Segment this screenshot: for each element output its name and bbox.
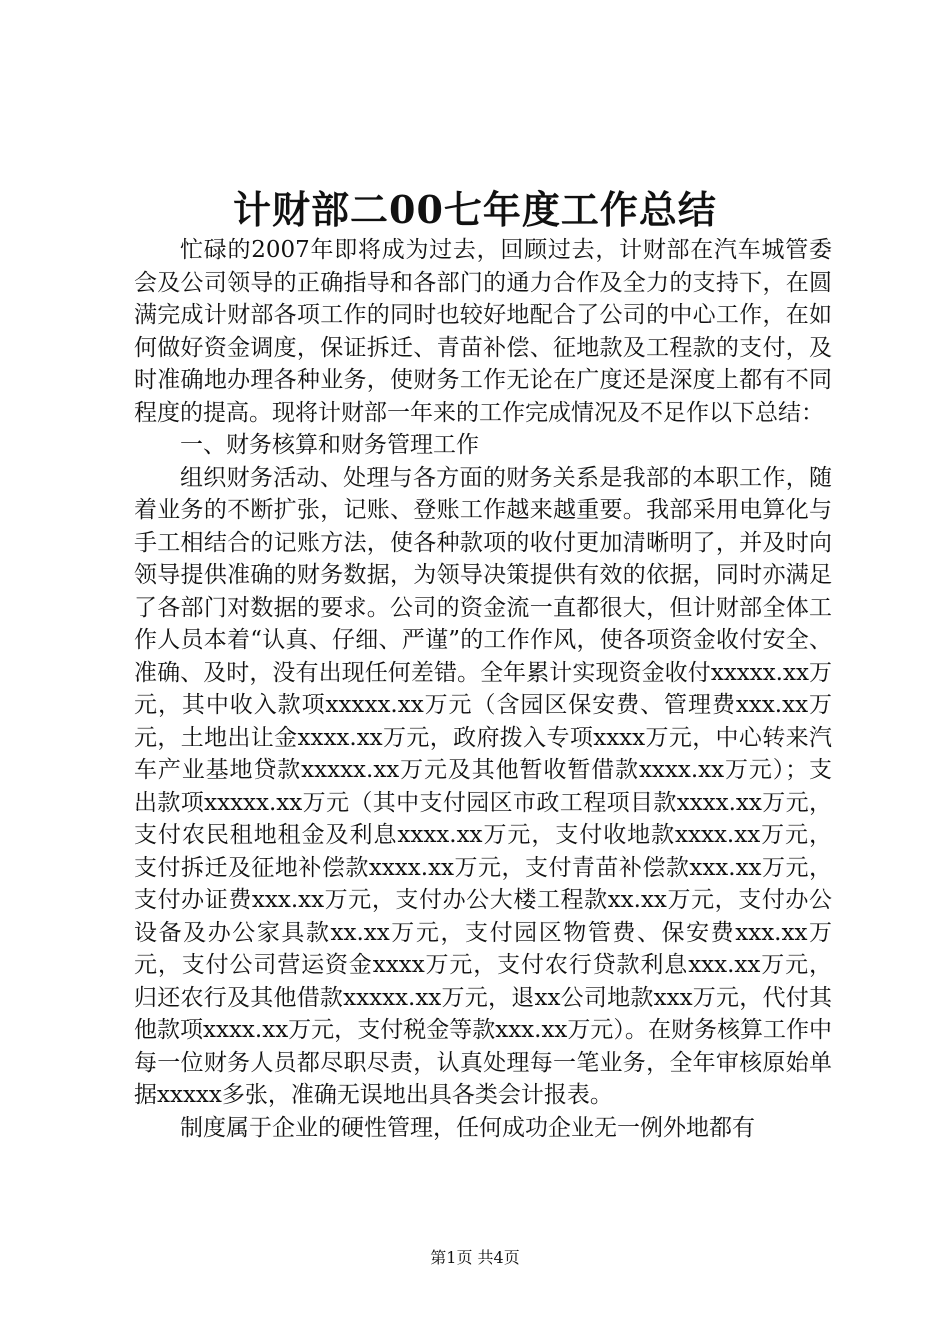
document-title: 计财部二00七年度工作总结	[233, 187, 717, 232]
document-body	[134, 234, 832, 1144]
page-footer: 第1页 共4页	[430, 1248, 520, 1267]
section-heading-finance: 一、财务核算和财务管理工作	[180, 432, 479, 458]
paragraph-system-management: 制度属于企业的硬性管理，任何成功企业无一例外地都有	[180, 1114, 755, 1141]
paragraph-intro: 忙碌的2007年即将成为过去，回顾过去，计财部在汽车城管委会及公司领导的正确指导和各部门的通力合作及全力的支持下，在圆满完成计财部各项工作的同时也较好地配合了公司的中心工作，在如何做好资金调度，保证拆迁、青苗补偿、征地款及工程款的支付，及时准确地办理各种业务，使财务工作无论在广度还是深度上都有不同程度的提高。现将计财部一年来的工作完成情况及不足作以下总结：	[134, 237, 832, 426]
paragraph-finance-work: 组织财务活动、处理与各方面的财务关系是我部的本职工作，随着业务的不断扩张，记账、登账工作越来越重要。我部采用电算化与手工相结合的记账方法，使各种款项的收付更加清晰明了，并及时向领导提供准确的财务数据，为领导决策提供有效的依据，同时亦满足了各部门对数据的要求。公司的资金流一直都很大，但计财部全体工作人员本着“认真、仔细、严谨”的工作作风，使各项资金收付安全、准确、及时，没有出现任何差错。全年累计实现资金收付xxxxx.xx万元，其中收入款项xxxxx.xx万元（含园区保安费、管理费xxx.xx万元，土地出让金xxxx.xx万元，政府拨入专项xxxx万元，中心转来汽车产业基地贷款xxxxx.xx万元及其他暂收暂借款xxxx.xx万元）；支出款项xxxxx.xx万元（其中支付园区市政工程项目款xxxx.xx万元，支付农民租地租金及利息xxxx.xx万元，支付收地款xxxx.xx万元，支付拆迁及征地补偿款xxxx.xx万元，支付青苗补偿款xxx.xx万元，支付办证费xxx.xx万元，支付办公大楼工程款xx.xx万元，支付办公设备及办公家具款xx.xx万元，支付园区物管费、保安费xxx.xx万元，支付公司营运资金xxxx万元，支付农行贷款利息xxx.xx万元，归还农行及其他借款xxxxx.xx万元，退xx公司地款xxx万元，代付其他款项xxxx.xx万元，支付税金等款xxx.xx万元）。在财务核算工作中每一位财务人员都尽职尽责，认真处理每一笔业务，全年审核原始单据xxxxx多张，准确无误地出具各类会计报表。	[134, 464, 832, 1108]
